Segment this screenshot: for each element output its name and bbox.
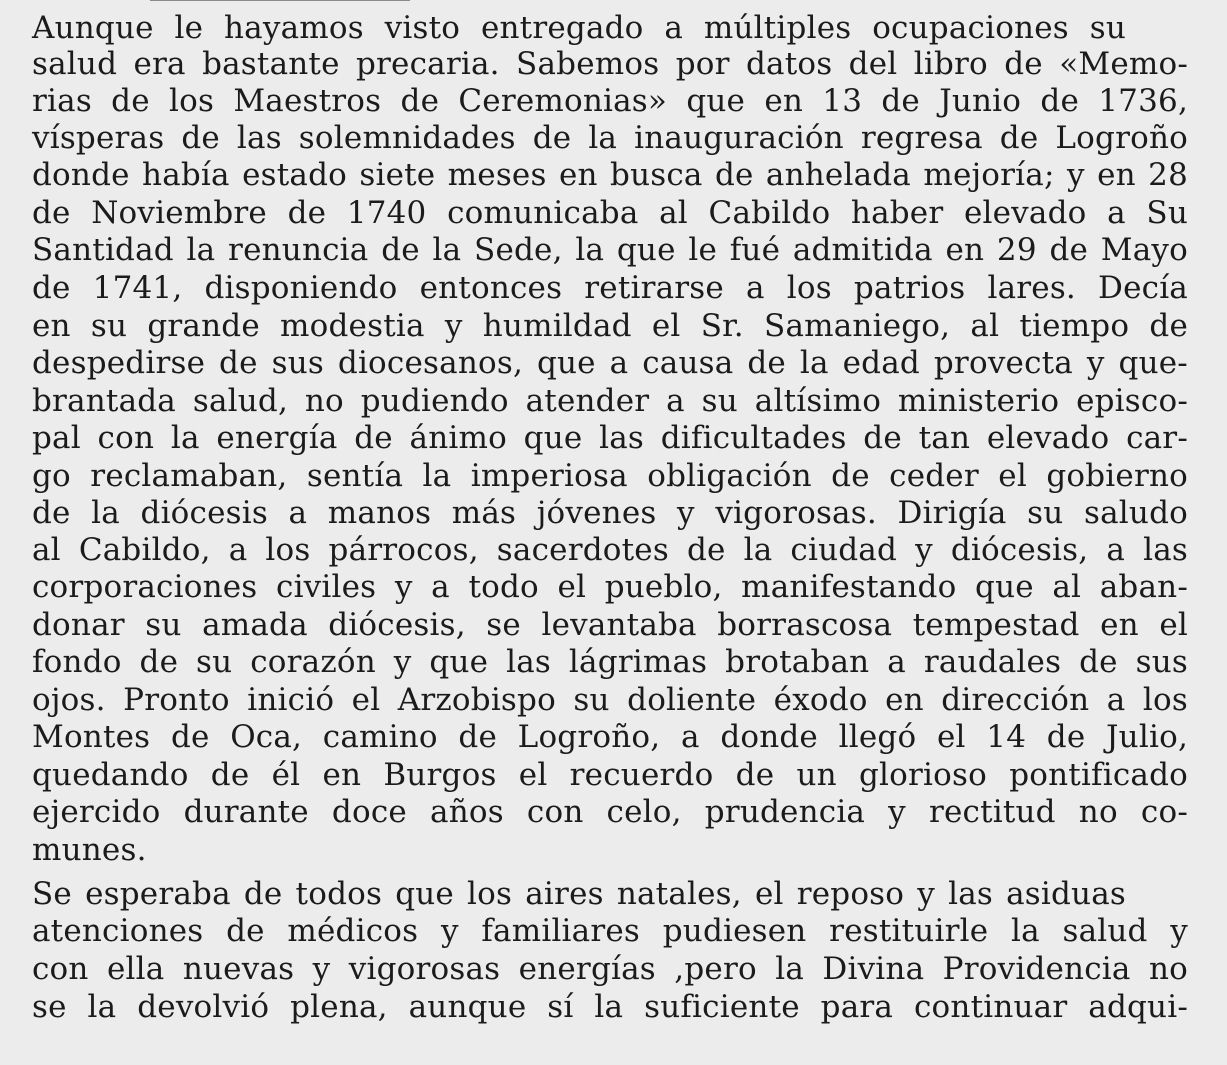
text-line: donde había estado siete meses en busca de anhelada mejoría; y en 28	[32, 157, 1188, 193]
text-line: brantada salud, no pudiendo atender a su altísimo ministerio episco-	[32, 383, 1188, 419]
text-line: salud era bastante precaria. Sabemos por datos del libro de «Memo-	[32, 46, 1188, 82]
text-line: ojos. Pronto inició el Arzobispo su doliente éxodo en dirección a los	[32, 682, 1188, 718]
text-line: de 1741, disponiendo entonces retirarse a los patrios lares. Decía	[32, 270, 1188, 306]
text-line: corporaciones civiles y a todo el pueblo, manifestando que al aban-	[32, 569, 1188, 605]
cropped-previous-line	[150, 0, 410, 9]
text-line: despedirse de sus diocesanos, que a causa de la edad provecta y que-	[32, 345, 1188, 381]
text-line: de la diócesis a manos más jóvenes y vigorosas. Dirigía su saludo	[32, 495, 1188, 531]
text-line: al Cabildo, a los párrocos, sacerdotes de la ciudad y diócesis, a las	[32, 532, 1188, 568]
text-line: munes.	[32, 832, 147, 868]
text-line: donar su amada diócesis, se levantaba borrascosa tempestad en el	[32, 607, 1188, 643]
text-line: vísperas de las solemnidades de la inauguración regresa de Logroño	[32, 120, 1188, 156]
text-line: ejercido durante doce años con celo, prudencia y rectitud no co-	[32, 794, 1188, 830]
text-line: en su grande modestia y humildad el Sr. Samaniego, al tiempo de	[32, 308, 1188, 344]
text-line: go reclamaban, sentía la imperiosa obligación de ceder el gobierno	[32, 458, 1188, 494]
text-line: quedando de él en Burgos el recuerdo de un glorioso pontificado	[32, 757, 1188, 793]
text-line: Santidad la renuncia de la Sede, la que le fué admitida en 29 de Mayo	[32, 232, 1188, 268]
text-line: con ella nuevas y vigorosas energías ,pero la Divina Providencia no	[32, 951, 1188, 987]
text-line: rias de los Maestros de Ceremonias» que en 13 de Junio de 1736,	[32, 83, 1188, 119]
text-line: Se esperaba de todos que los aires natales, el reposo y las asiduas	[32, 876, 1126, 912]
text-line: atenciones de médicos y familiares pudiesen restituirle la salud y	[32, 913, 1188, 949]
text-line: Aunque le hayamos visto entregado a múltiples ocupaciones su	[32, 10, 1126, 46]
text-line: se la devolvió plena, aunque sí la suficiente para continuar adqui-	[32, 989, 1188, 1025]
text-line: de Noviembre de 1740 comunicaba al Cabildo haber elevado a Su	[32, 195, 1188, 231]
text-line: Montes de Oca, camino de Logroño, a donde llegó el 14 de Julio,	[32, 719, 1188, 755]
text-line: pal con la energía de ánimo que las dificultades de tan elevado car-	[32, 420, 1188, 456]
text-line: fondo de su corazón y que las lágrimas brotaban a raudales de sus	[32, 644, 1188, 680]
